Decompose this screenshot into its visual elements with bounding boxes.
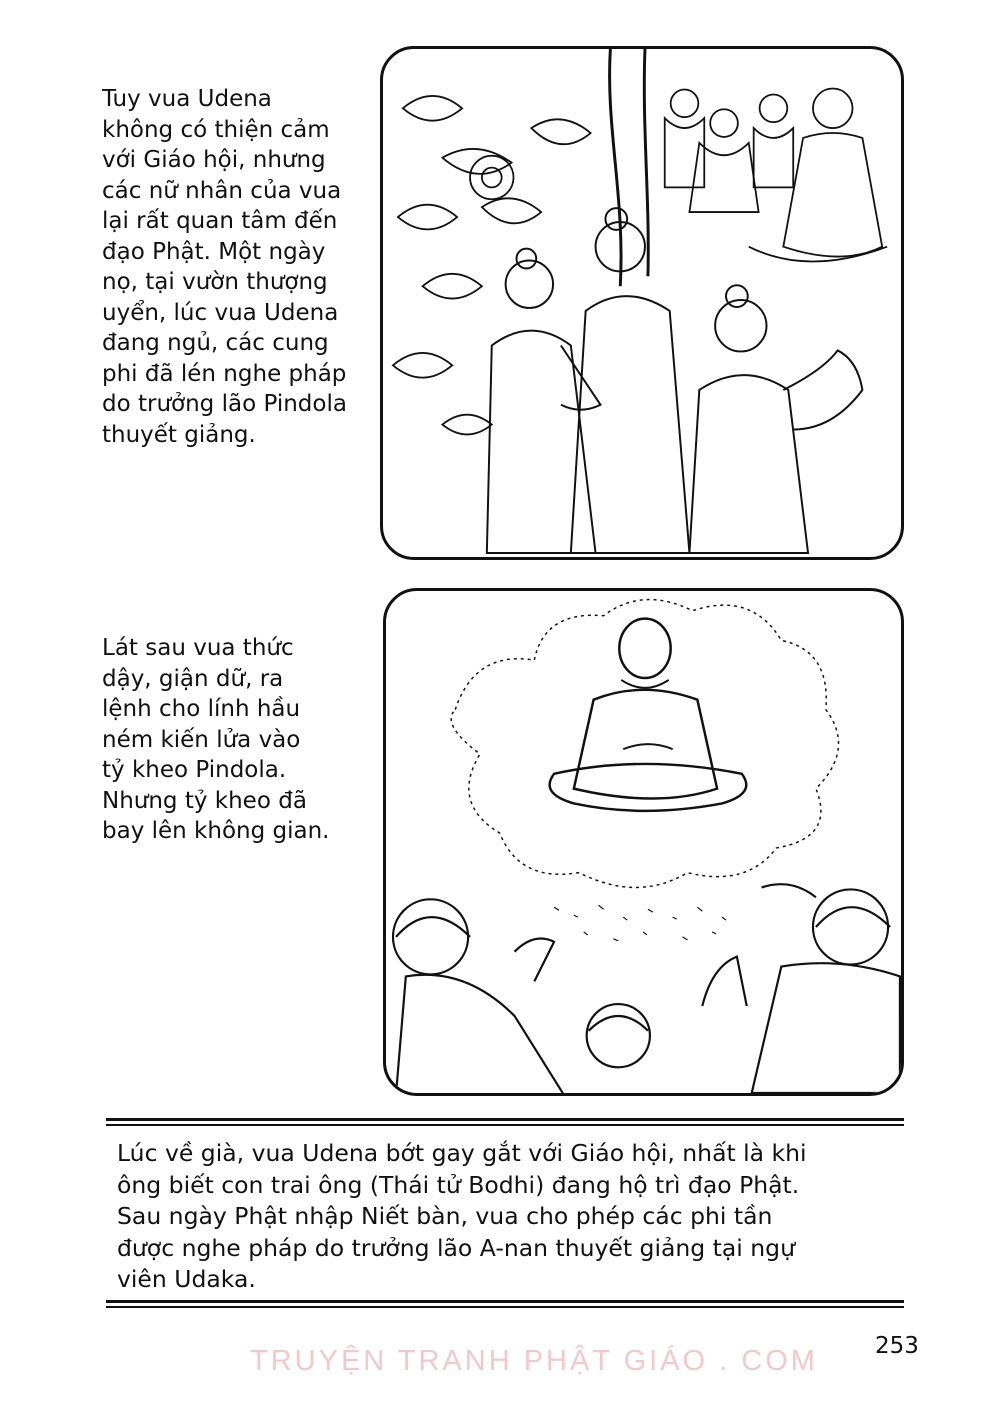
narration-text: Lúc về già, vua Udena bớt gay gắt với Giáo hội, nhất là khi ông biết con trai ông (Thái tử Bodhi) đang hộ trì đạo Phật. Sau ngày Phật nhập Niết bàn, vua cho phép các phi tần được nghe pháp do trưởng lão A-nan thuyết giảng tại ngự viên Udaka. <box>117 1139 807 1293</box>
top-divider-rule <box>106 1118 904 1126</box>
levitating-monk-drawing <box>386 591 901 1093</box>
bottom-divider-rule <box>106 1300 904 1308</box>
watermark-text: TRUYỆN TRANH PHẬT GIÁO . COM <box>250 1345 818 1377</box>
illustration-panel-levitating-monk <box>383 588 904 1096</box>
page-number: 253 <box>875 1333 919 1359</box>
garden-sermon-drawing <box>383 49 901 557</box>
panel1-caption: Tuy vua Udena không có thiện cảm với Giáo hội, nhưng các nữ nhân của vua lại rất quan tâm đến đạo Phật. Một ngày nọ, tại vườn thượng uyển, lúc vua Udena đang ngủ, các cung phi đã lén nghe pháp do trưởng lão Pindola thuyết giảng. <box>102 86 347 448</box>
illustration-panel-garden-sermon <box>380 46 904 560</box>
panel2-caption: Lát sau vua thức dậy, giận dữ, ra lệnh cho lính hầu ném kiến lửa vào tỷ kheo Pindola. Nhưng tỷ kheo đã bay lên không gian. <box>102 635 330 844</box>
